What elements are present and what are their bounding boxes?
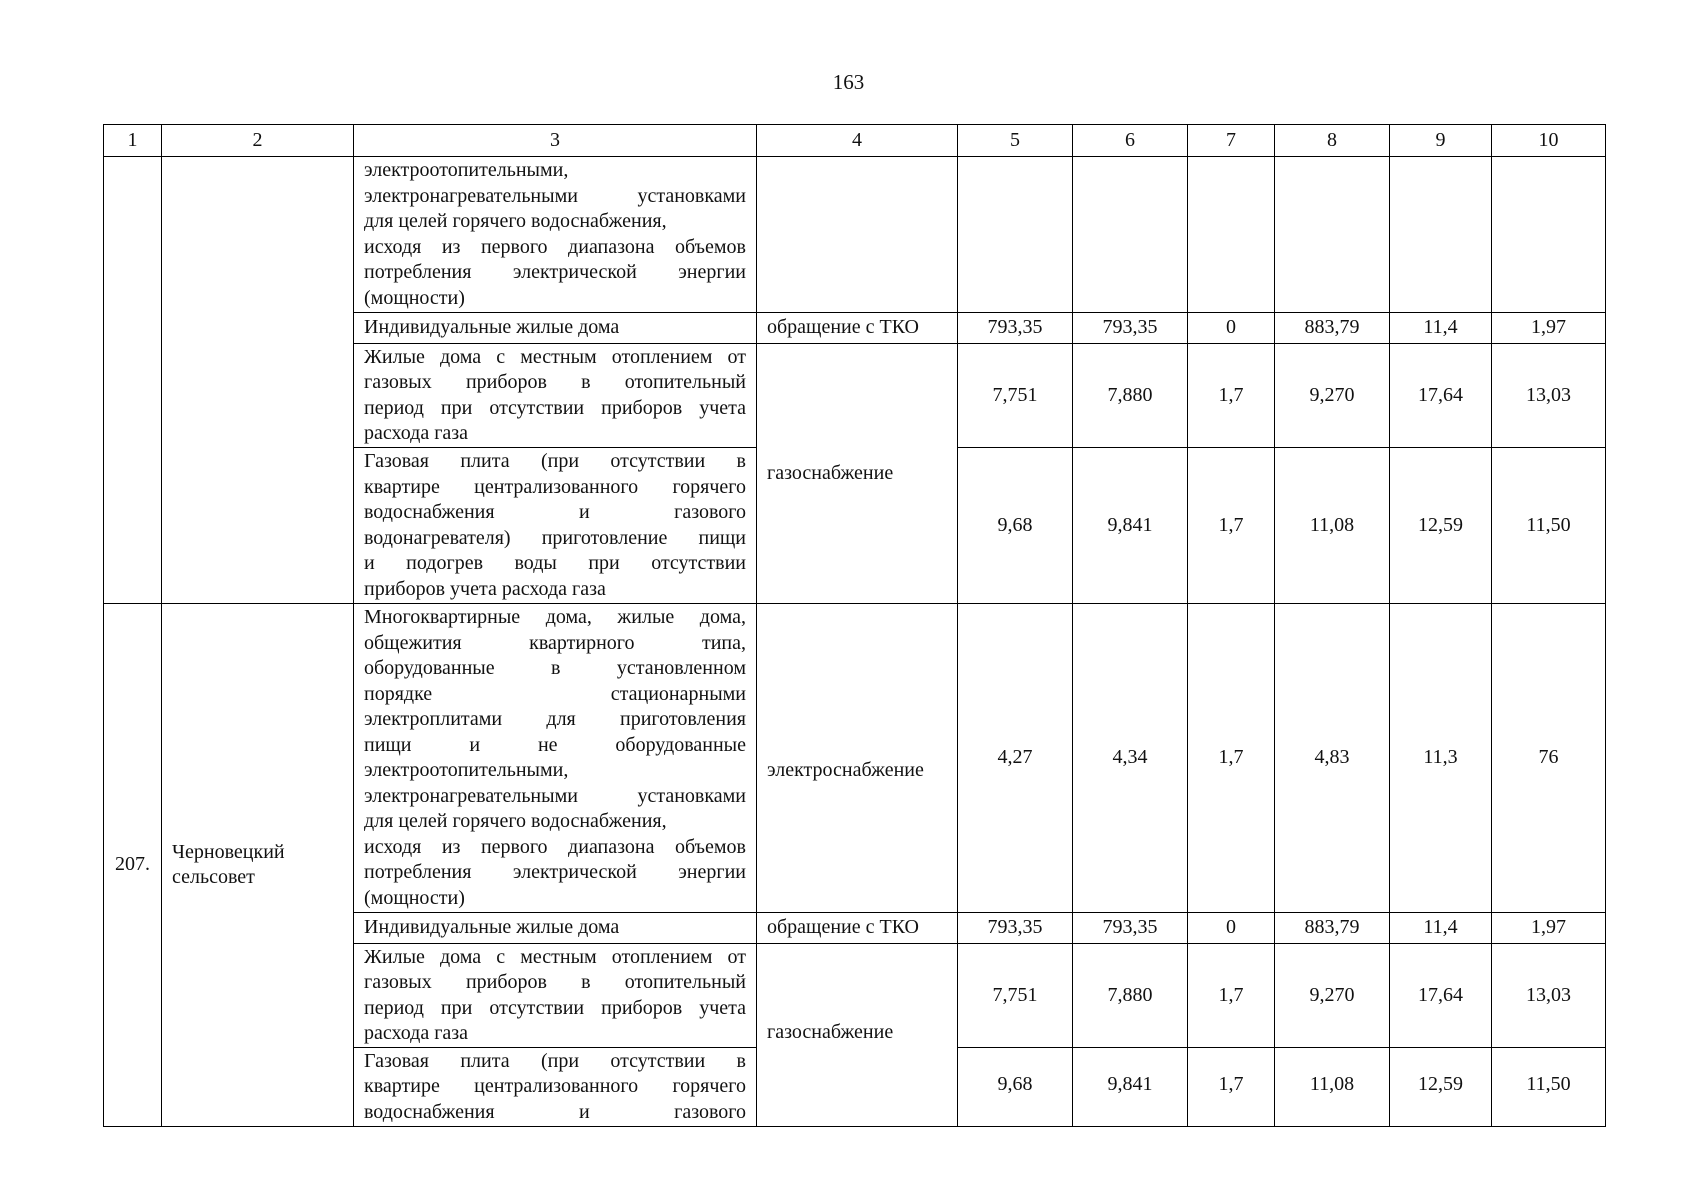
value-cell: 13,03 [1492,344,1606,448]
value-cell: 4,83 [1275,604,1390,913]
service-cell [757,157,958,313]
col-header-7: 7 [1188,125,1275,157]
value-cell: 9,841 [1073,448,1188,604]
value-cell: 1,7 [1188,1048,1275,1127]
value-cell: 1,7 [1188,448,1275,604]
value-cell: 12,59 [1390,1048,1492,1127]
value-cell: 7,880 [1073,344,1188,448]
value-cell: 883,79 [1275,913,1390,944]
service-cell: обращение с ТКО [757,913,958,944]
value-cell: 7,751 [958,344,1073,448]
value-cell: 4,27 [958,604,1073,913]
value-cell: 9,270 [1275,344,1390,448]
value-cell: 7,751 [958,944,1073,1048]
col-header-10: 10 [1492,125,1606,157]
value-cell: 9,68 [958,448,1073,604]
value-cell: 13,03 [1492,944,1606,1048]
value-cell: 9,68 [958,1048,1073,1127]
value-cell: 9,841 [1073,1048,1188,1127]
tariff-table [103,124,1606,1127]
value-cell: 793,35 [958,313,1073,344]
value-cell [1275,157,1390,313]
value-cell: 17,64 [1390,344,1492,448]
value-cell [1390,157,1492,313]
entry-number-cell [104,157,162,604]
value-cell: 11,50 [1492,1048,1606,1127]
value-cell: 1,7 [1188,944,1275,1048]
value-cell: 17,64 [1390,944,1492,1048]
col-header-1: 1 [104,125,162,157]
value-cell: 1,97 [1492,313,1606,344]
value-cell: 4,34 [1073,604,1188,913]
value-cell: 7,880 [1073,944,1188,1048]
locality-cell [162,604,354,1127]
table-row [104,157,1606,313]
consumer-category-cell: Газовая плита (при отсутствии в квартире централизованного горячего водоснабжения и газового водонагревателя) приготовление пищи и подогрев воды при отсутствии приборов учета расхода газа [354,448,757,604]
value-cell [1188,157,1275,313]
col-header-5: 5 [958,125,1073,157]
value-cell: 12,59 [1390,448,1492,604]
value-cell: 9,270 [1275,944,1390,1048]
consumer-category-cell: Индивидуальные жилые дома [354,313,757,344]
service-cell: электроснабжение [757,604,958,913]
value-cell: 793,35 [958,913,1073,944]
value-cell: 793,35 [1073,313,1188,344]
consumer-category-cell: электроотопительными, электронагревательными установками для целей горячего водоснабжения, исходя из первого диапазона объемов потребления электрической энергии (мощности) [354,157,757,313]
locality-cell [162,157,354,604]
locality-name-line: Черновецкий [172,840,285,863]
value-cell: 11,3 [1390,604,1492,913]
consumer-category-cell: Индивидуальные жилые дома [354,913,757,944]
col-header-9: 9 [1390,125,1492,157]
value-cell: 0 [1188,913,1275,944]
value-cell [958,157,1073,313]
value-cell: 883,79 [1275,313,1390,344]
value-cell: 1,97 [1492,913,1606,944]
service-cell: газоснабжение [757,944,958,1127]
value-cell: 11,50 [1492,448,1606,604]
consumer-category-cell: Газовая плита (при отсутствии в квартире централизованного горячего водоснабжения и газового [354,1048,757,1127]
value-cell: 793,35 [1073,913,1188,944]
value-cell: 1,7 [1188,604,1275,913]
value-cell: 11,08 [1275,448,1390,604]
value-cell: 11,4 [1390,313,1492,344]
col-header-6: 6 [1073,125,1188,157]
locality-name-line: сельсовет [172,866,255,888]
col-header-2: 2 [162,125,354,157]
value-cell [1492,157,1606,313]
value-cell: 11,08 [1275,1048,1390,1127]
col-header-8: 8 [1275,125,1390,157]
value-cell: 11,4 [1390,913,1492,944]
value-cell [1073,157,1188,313]
value-cell: 1,7 [1188,344,1275,448]
page-number: 163 [832,70,865,94]
column-number-row [104,125,1606,157]
table-row [104,604,1606,913]
col-header-3: 3 [354,125,757,157]
consumer-category-cell: Жилые дома с местным отоплением от газовых приборов в отопительный период при отсутствии приборов учета расхода газа [354,344,757,448]
col-header-4: 4 [757,125,958,157]
value-cell: 0 [1188,313,1275,344]
value-cell: 76 [1492,604,1606,913]
service-cell: обращение с ТКО [757,313,958,344]
entry-number-cell: 207. [104,604,162,1127]
service-cell: газоснабжение [757,344,958,604]
consumer-category-cell: Жилые дома с местным отоплением от газовых приборов в отопительный период при отсутствии приборов учета расхода газа [354,944,757,1048]
consumer-category-cell: Многоквартирные дома, жилые дома, общежития квартирного типа, оборудованные в установленном порядке стационарными электроплитами для приготовления пищи и не оборудованные электроотопительными, электронагревательными установками для целей горячего водоснабжения, исходя из первого диапазона объемов потребления электрической энергии (мощности) [354,604,757,913]
